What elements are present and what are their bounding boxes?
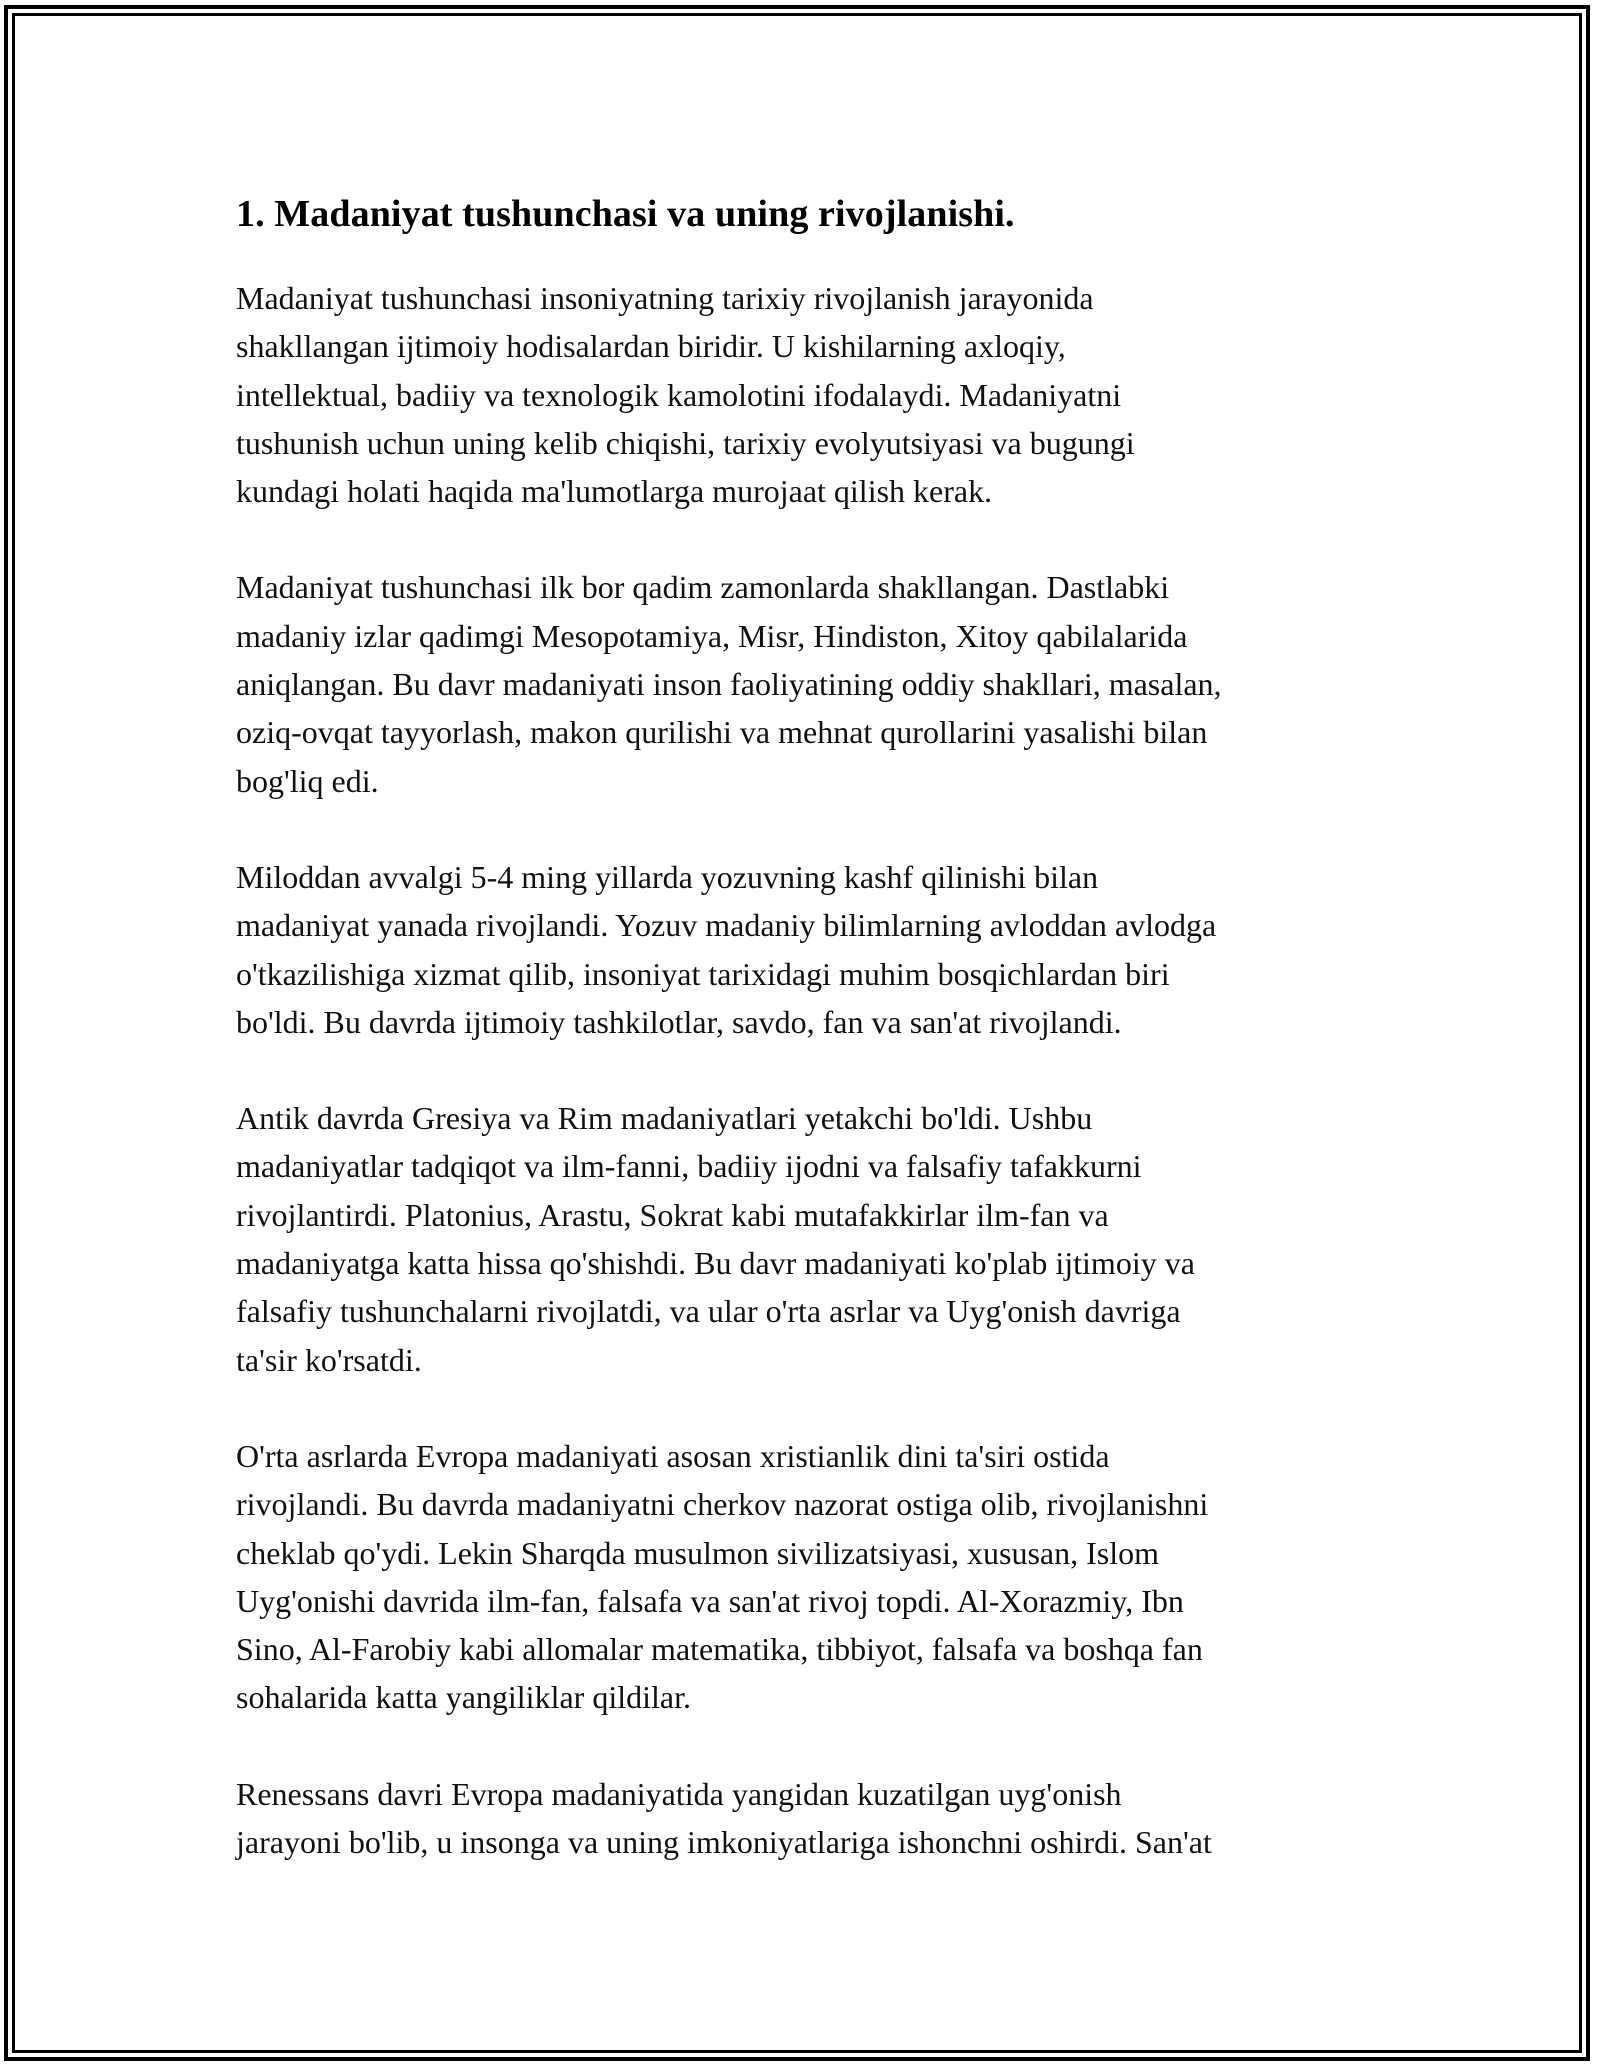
text-line: rivojlantirdi. Platonius, Arastu, Sokrat kabi mutafakkirlar ilm-fan va xyxy=(236,1196,1109,1233)
text-line: shakllangan ijtimoiy hodisalardan biridir. U kishilarning axloqiy, xyxy=(236,328,1066,365)
text-line: madaniyatga katta hissa qo'shishdi. Bu davr madaniyati ko'plab ijtimoiy va xyxy=(236,1245,1195,1282)
text-line: Madaniyat tushunchasi ilk bor qadim zamonlarda shakllangan. Dastlabki xyxy=(236,569,1170,606)
text-line: jarayoni bo'lib, u insonga va uning imkoniyatlariga ishonchni oshirdi. San'at xyxy=(236,1824,1212,1861)
paragraph-3 xyxy=(236,853,1376,1046)
document-body xyxy=(236,186,1376,1914)
text-line: rivojlandi. Bu davrda madaniyatni cherkov nazorat ostiga olib, rivojlanishni xyxy=(236,1486,1209,1523)
paragraph-5 xyxy=(236,1432,1376,1722)
text-line: sohalarida katta yangiliklar qildilar. xyxy=(236,1679,691,1716)
paragraph-4 xyxy=(236,1094,1376,1384)
paragraph-6 xyxy=(236,1770,1376,1867)
text-line: Miloddan avvalgi 5-4 ming yillarda yozuvning kashf qilinishi bilan xyxy=(236,858,1099,895)
text-line: madaniy izlar qadimgi Mesopotamiya, Misr, Hindiston, Xitoy qabilalarida xyxy=(236,617,1188,654)
text-line: Uyg'onishi davrida ilm-fan, falsafa va san'at rivoj topdi. Al-Xorazmiy, Ibn xyxy=(236,1582,1184,1619)
text-line: aniqlangan. Bu davr madaniyati inson faoliyatining oddiy shakllari, masalan, xyxy=(236,666,1222,703)
text-line: kundagi holati haqida ma'lumotlarga murojaat qilish kerak. xyxy=(236,473,993,510)
text-line: o'tkazilishiga xizmat qilib, insoniyat tarixidagi muhim bosqichlardan biri xyxy=(236,955,1170,992)
text-line: Madaniyat tushunchasi insoniyatning tarixiy rivojlanish jarayonida xyxy=(236,280,1094,316)
text-line: ta'sir ko'rsatdi. xyxy=(236,1341,422,1378)
text-line: Antik davrda Gresiya va Rim madaniyatlari yetakchi bo'ldi. Ushbu xyxy=(236,1100,1093,1137)
paragraph-1 xyxy=(236,274,1376,515)
text-line: oziq-ovqat tayyorlash, makon qurilishi va mehnat qurollarini yasalishi bilan xyxy=(236,714,1208,751)
section-heading: 1. Madaniyat tushunchasi va uning rivojlanishi. xyxy=(236,193,1015,235)
text-line: bog'liq edi. xyxy=(236,762,379,799)
text-line: madaniyatlar tadqiqot va ilm-fanni, badiiy ijodni va falsafiy tafakkurni xyxy=(236,1148,1142,1185)
text-line: madaniyat yanada rivojlandi. Yozuv madaniy bilimlarning avloddan avlodga xyxy=(236,907,1217,944)
text-line: falsafiy tushunchalarni rivojlatdi, va ular o'rta asrlar va Uyg'onish davriga xyxy=(236,1293,1181,1330)
text-line: bo'ldi. Bu davrda ijtimoiy tashkilotlar, savdo, fan va san'at rivojlandi. xyxy=(236,1003,1122,1040)
text-line: O'rta asrlarda Evropa madaniyati asosan xristianlik dini ta'siri ostida xyxy=(236,1437,1110,1474)
text-line: intellektual, badiiy va texnologik kamolotini ifodalaydi. Madaniyatni xyxy=(236,376,1122,413)
text-line: cheklab qo'ydi. Lekin Sharqda musulmon sivilizatsiyasi, xususan, Islom xyxy=(236,1534,1159,1571)
text-line: Renessans davri Evropa madaniyatida yangidan kuzatilgan uyg'onish xyxy=(236,1775,1122,1812)
text-line: Sino, Al-Farobiy kabi allomalar matematika, tibbiyot, falsafa va boshqa fan xyxy=(236,1631,1203,1668)
text-line: tushunish uchun uning kelib chiqishi, tarixiy evolyutsiyasi va bugungi xyxy=(236,424,1135,461)
paragraph-2 xyxy=(236,563,1376,804)
